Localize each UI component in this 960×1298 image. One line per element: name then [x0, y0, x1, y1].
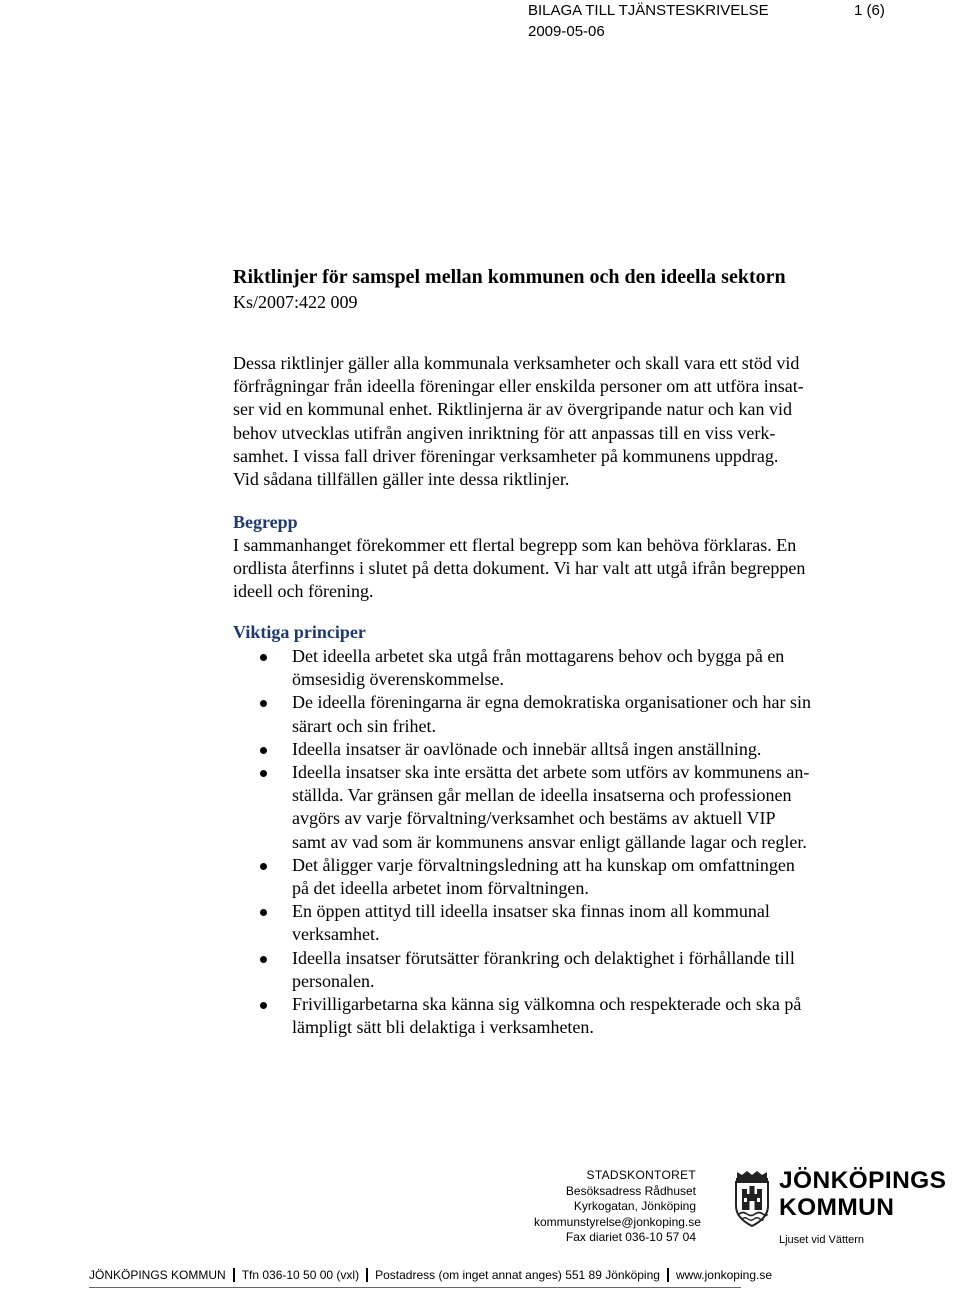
list-item — [233, 761, 873, 854]
list-item — [233, 854, 873, 900]
principles-list — [233, 645, 873, 1039]
item-line: De ideella föreningarna är egna demokratiska organisationer och har sin — [292, 692, 811, 713]
item-line: på det ideella arbetet inom förvaltningen. — [292, 878, 589, 899]
footer-rule — [89, 1287, 741, 1288]
item-line: lämpligt sätt bli delaktiga i verksamheten. — [292, 1017, 594, 1038]
footer-phone: Tfn 036-10 50 00 (vxl) — [241, 1268, 360, 1282]
document-reference: Ks/2007:422 009 — [233, 292, 358, 312]
footer-contact-bar — [89, 1267, 772, 1283]
item-line: Ideella insatser ska inte ersätta det arbete som utförs av kommunens an- — [292, 762, 810, 783]
item-line: ömsesidig överenskommelse. — [292, 669, 504, 690]
list-item — [233, 900, 873, 946]
paragraph-line: samhet. I vissa fall driver föreningar verksamheter på kommunens uppdrag. — [233, 445, 779, 466]
list-item — [233, 691, 873, 737]
bullet-icon — [260, 1002, 267, 1009]
bullet-icon — [260, 863, 267, 870]
bullet-icon — [260, 770, 267, 777]
begrepp-heading: Begrepp — [233, 512, 298, 532]
footer-divider — [667, 1268, 669, 1282]
principer-heading: Viktiga principer — [233, 622, 366, 642]
footer-postal: Postadress (om inget annat anges) 551 89 Jönköping — [375, 1268, 660, 1282]
logo-text-line: KOMMUN — [779, 1194, 895, 1221]
visiting-address: Besöksadress Rådhuset — [565, 1183, 696, 1198]
logo-text-line: JÖNKÖPINGS — [779, 1167, 947, 1194]
bullet-icon — [260, 909, 267, 916]
bullet-icon — [260, 700, 267, 707]
list-item — [233, 645, 873, 691]
item-line: En öppen attityd till ideella insatser ska finnas inom all kommunal — [292, 901, 770, 922]
item-line: Ideella insatser förutsätter förankring och delaktighet i förhållande till — [292, 947, 795, 968]
bullet-icon — [260, 654, 267, 661]
paragraph-line: ideell och förening. — [233, 581, 374, 602]
item-line: samt av vad som är kommunens ansvar enligt gällande lagar och regler. — [292, 831, 807, 852]
item-line: avgörs av varje förvaltning/verksamhet och bestäms av aktuell VIP — [292, 808, 776, 829]
footer-web[interactable]: www.jonkoping.se — [675, 1268, 773, 1282]
footer-org: JÖNKÖPINGS KOMMUN — [89, 1268, 226, 1282]
document-header — [528, 0, 769, 42]
page-number: 1 (6) — [854, 2, 885, 19]
fax-number: Fax diariet 036-10 57 04 — [565, 1230, 696, 1245]
bullet-icon — [260, 747, 267, 754]
item-line: ställda. Var gränsen går mellan de ideella insatserna och professionen — [292, 785, 792, 806]
item-line: särart och sin frihet. — [292, 715, 436, 736]
intro-paragraph — [233, 352, 873, 491]
tagline: Ljuset vid Vättern — [779, 1234, 864, 1246]
paragraph-line: ser vid en kommunal enhet. Riktlinjerna är av övergripande natur och kan vid — [233, 399, 793, 420]
paragraph-line: ordlista återfinns i slutet på detta dokument. Vi har valt att utgå ifrån begreppen — [233, 558, 806, 579]
list-item — [233, 993, 873, 1039]
paragraph-line: förfrågningar från ideella föreningar eller enskilda personer om att utföra insat- — [233, 376, 804, 397]
list-item — [233, 738, 873, 761]
list-item — [233, 947, 873, 993]
item-line: Frivilligarbetarna ska känna sig välkomna och respekterade och ska på — [292, 994, 802, 1015]
paragraph-line: behov utvecklas utifrån angiven inriktning för att anpassas till en viss verk- — [233, 422, 776, 443]
document-title: Riktlinjer för samspel mellan kommunen och den ideella sektorn — [233, 266, 786, 288]
item-line: Det ideella arbetet ska utgå från mottagarens behov och bygga på en — [292, 646, 785, 666]
item-line: personalen. — [292, 970, 375, 991]
office-name: STADSKONTORET — [586, 1168, 696, 1182]
street-address: Kyrkogatan, Jönköping — [573, 1199, 696, 1214]
crest-logo-icon — [733, 1170, 771, 1228]
item-line: Det åligger varje förvaltningsledning att ha kunskap om omfattningen — [292, 854, 795, 875]
begrepp-paragraph — [233, 534, 873, 604]
header-label: BILAGA TILL TJÄNSTESKRIVELSE — [528, 2, 769, 19]
item-line: Ideella insatser är oavlönade och innebär alltså ingen anställning. — [292, 738, 762, 759]
footer-divider — [366, 1268, 368, 1282]
footer-divider — [233, 1268, 235, 1282]
paragraph-line: Dessa riktlinjer gäller alla kommunala verksamheter och skall vara ett stöd vid — [233, 353, 800, 373]
paragraph-line: Vid sådana tillfällen gäller inte dessa riktlinjer. — [233, 469, 570, 490]
paragraph-line: I sammanhanget förekommer ett flertal begrepp som kan behöva förklaras. En — [233, 535, 797, 555]
email-address: kommunstyrelse@jonkoping.se — [534, 1214, 701, 1229]
office-address — [534, 1168, 701, 1246]
item-line: verksamhet. — [292, 924, 380, 945]
municipality-logo — [779, 1167, 946, 1221]
header-date: 2009-05-06 — [528, 23, 605, 40]
bullet-icon — [260, 956, 267, 963]
